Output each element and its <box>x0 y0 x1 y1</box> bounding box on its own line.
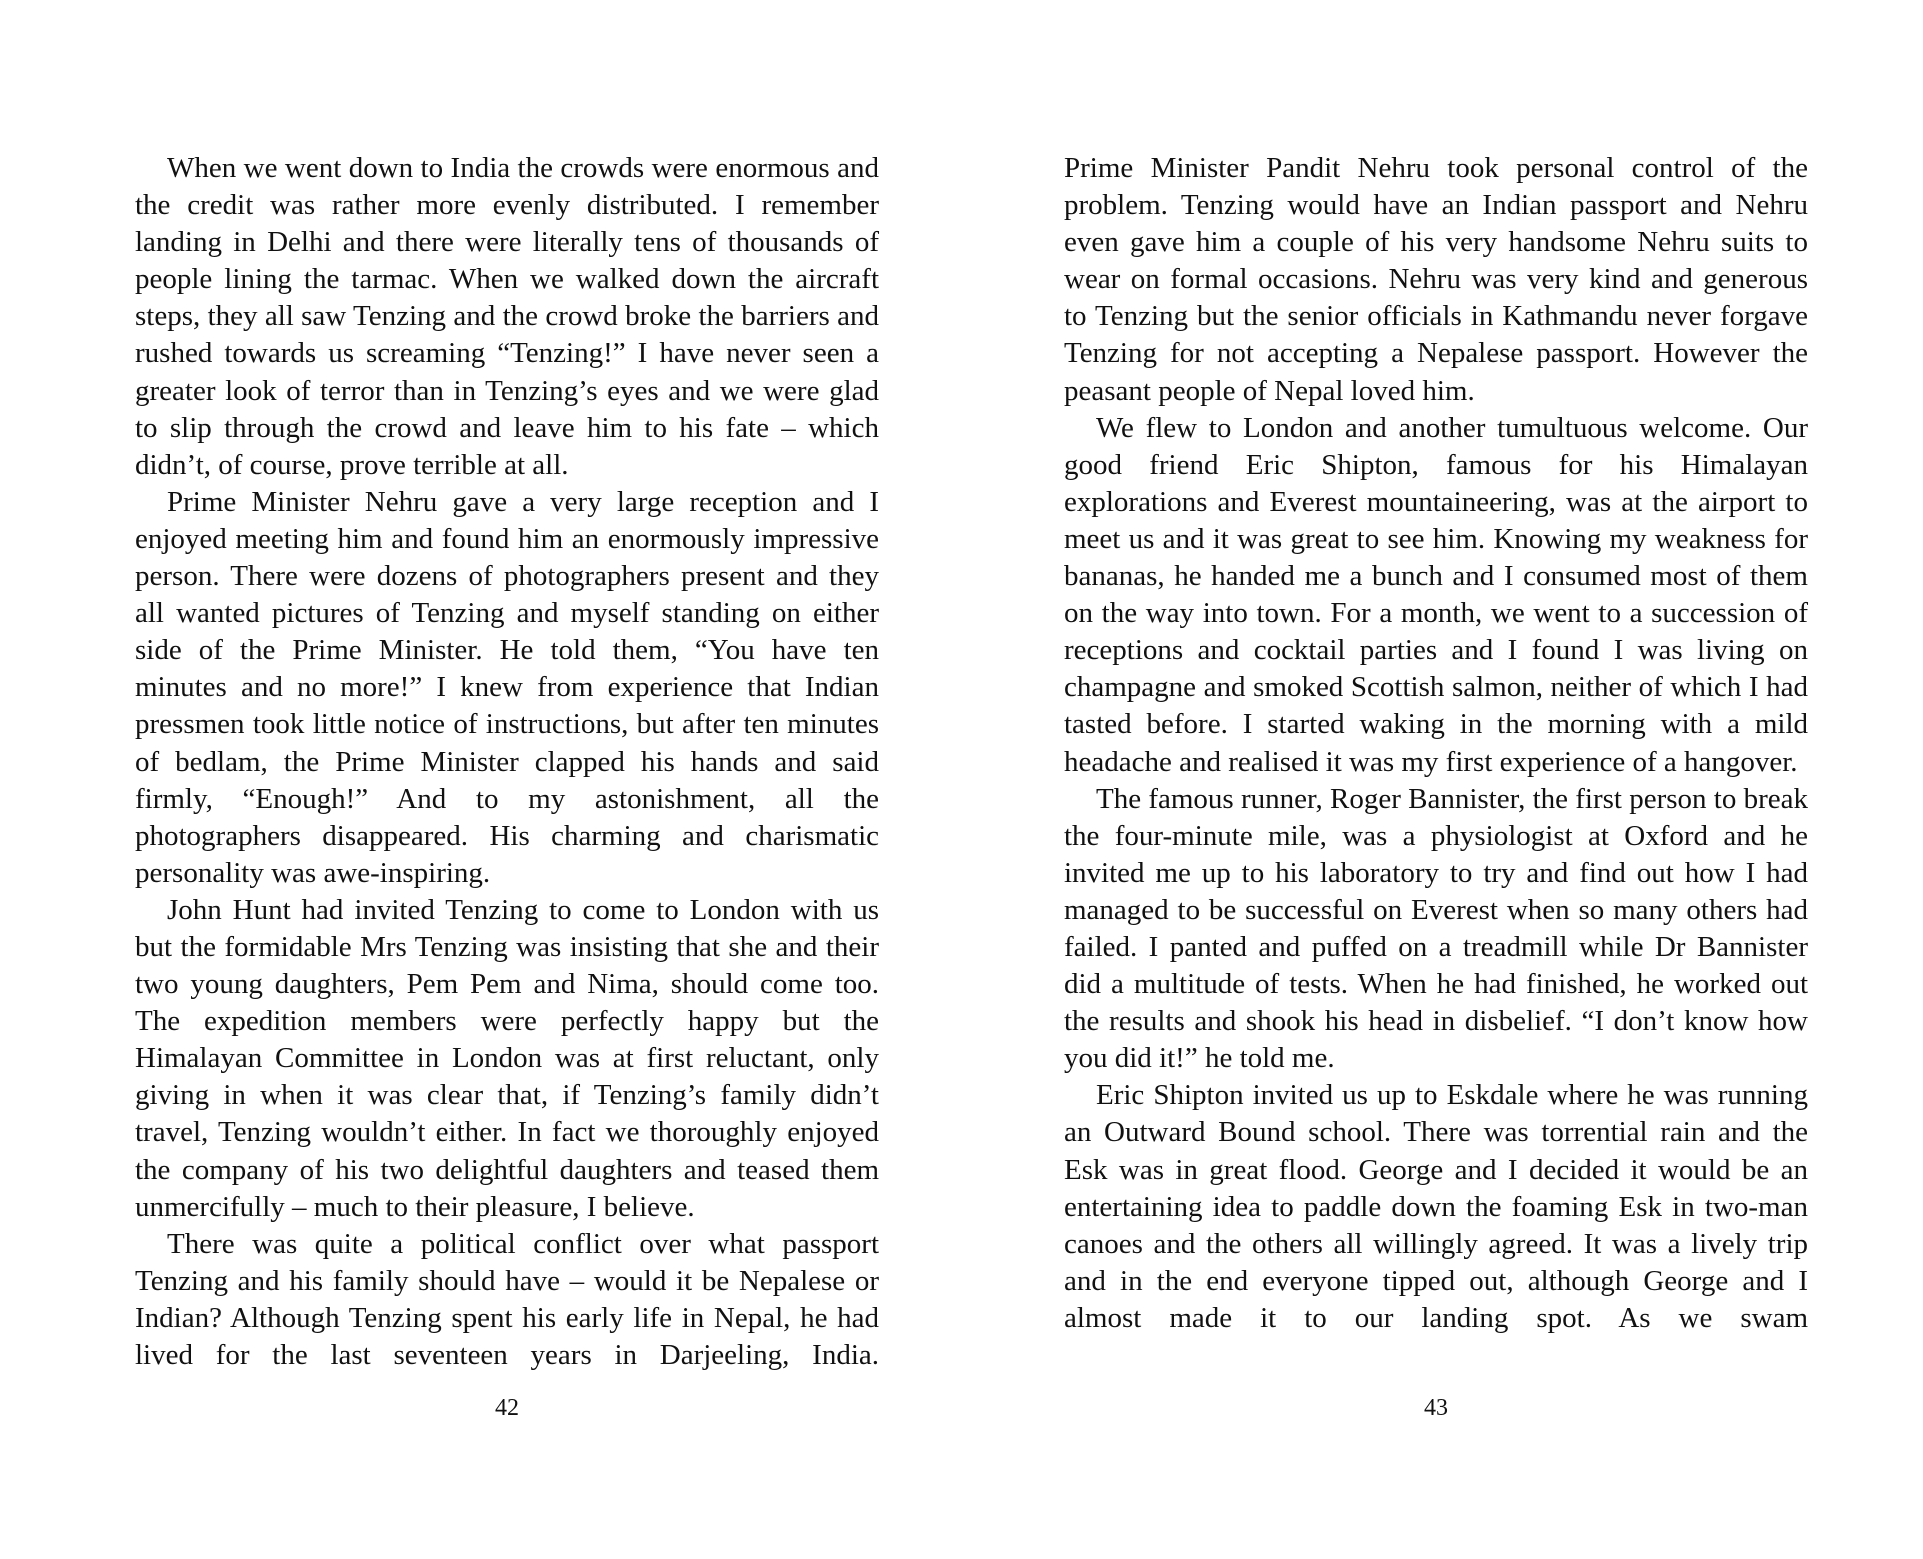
paragraph: Eric Shipton invited us up to Eskdale where he was running an Outward Bound school. There was torrential rain and the Esk was in great flood. George and I decided it would be an entertaining idea to paddle down the foaming Esk in two-man canoes and the others all willingly agreed. It was a lively trip and in the end everyone tipped out, although George and I almost made it to our landing spot. As we swam <box>1064 1079 1808 1334</box>
paragraph: Prime Minister Nehru gave a very large reception and I enjoyed meeting him and found him an enormously impressive person. There were dozens of photographers present and they all wanted pictures of Tenzing and myself standing on either side of the Prime Minister. He told them, “You have ten minutes and no more!” I knew from experience that Indian pressmen took little notice of instructions, but after ten minutes of bedlam, the Prime Minister clapped his hands and said firmly, “Enough!” And to my astonishment, all the photographers disappeared. His charming and charismatic personality was awe-inspiring. <box>135 485 879 889</box>
right-page <box>1064 150 1808 1337</box>
page-number-right: 43 <box>1424 1395 1448 1421</box>
left-page <box>135 150 879 1374</box>
paragraph: When we went down to India the crowds were enormous and the credit was rather more evenly distributed. I remember landing in Delhi and there were literally tens of thousands of people lining the tarmac. When we walked down the aircraft steps, they all saw Tenzing and the crowd broke the barriers and rushed towards us screaming “Tenzing!” I have never seen a greater look of terror than in Tenzing’s eyes and we were glad to slip through the crowd and leave him to his fate – which didn’t, of course, prove terrible at all. <box>135 152 879 481</box>
paragraph: We flew to London and another tumultuous welcome. Our good friend Eric Shipton, famous for his Himalayan explorations and Everest mountaineering, was at the airport to meet us and it was great to see him. Knowing my weakness for bananas, he handed me a bunch and I consumed most of them on the way into town. For a month, we went to a succession of receptions and cocktail parties and I found I was living on champagne and smoked Scottish salmon, neither of which I had tasted before. I started waking in the morning with a mild headache and realised it was my first experience of a hangover. <box>1064 411 1808 778</box>
paragraph: There was quite a political conflict over what passport Tenzing and his family should have – would it be Nepalese or Indian? Although Tenzing spent his early life in Nepal, he had lived for the last seventeen years in Darjeeling, India. <box>135 1227 879 1371</box>
right-page-text <box>1064 150 1808 1337</box>
left-page-text <box>135 150 879 1374</box>
page-number-left: 42 <box>495 1395 519 1421</box>
paragraph: John Hunt had invited Tenzing to come to London with us but the formidable Mrs Tenzing was insisting that she and their two young daughters, Pem Pem and Nima, should come too. The expedition members were perfectly happy but the Himalayan Committee in London was at first reluctant, only giving in when it was clear that, if Tenzing’s family didn’t travel, Tenzing wouldn’t either. In fact we thoroughly enjoyed the company of his two delightful daughters and teased them unmercifully – much to their pleasure, I believe. <box>135 893 879 1223</box>
paragraph: The famous runner, Roger Bannister, the first person to break the four-minute mile, was a physiologist at Oxford and he invited me up to his laboratory to try and find out how I had managed to be successful on Everest when so many others had failed. I panted and puffed on a treadmill while Dr Bannister did a multitude of tests. When he had finished, he worked out the results and shook his head in disbelief. “I don’t know how you did it!” he told me. <box>1064 782 1809 1075</box>
paragraph: Prime Minister Pandit Nehru took personal control of the problem. Tenzing would have an Indian passport and Nehru even gave him a couple of his very handsome Nehru suits to wear on formal occasions. Nehru was very kind and generous to Tenzing but the senior officials in Kathmandu never forgave Tenzing for not accepting a Nepalese passport. However the peasant people of Nepal loved him. <box>1064 152 1808 407</box>
